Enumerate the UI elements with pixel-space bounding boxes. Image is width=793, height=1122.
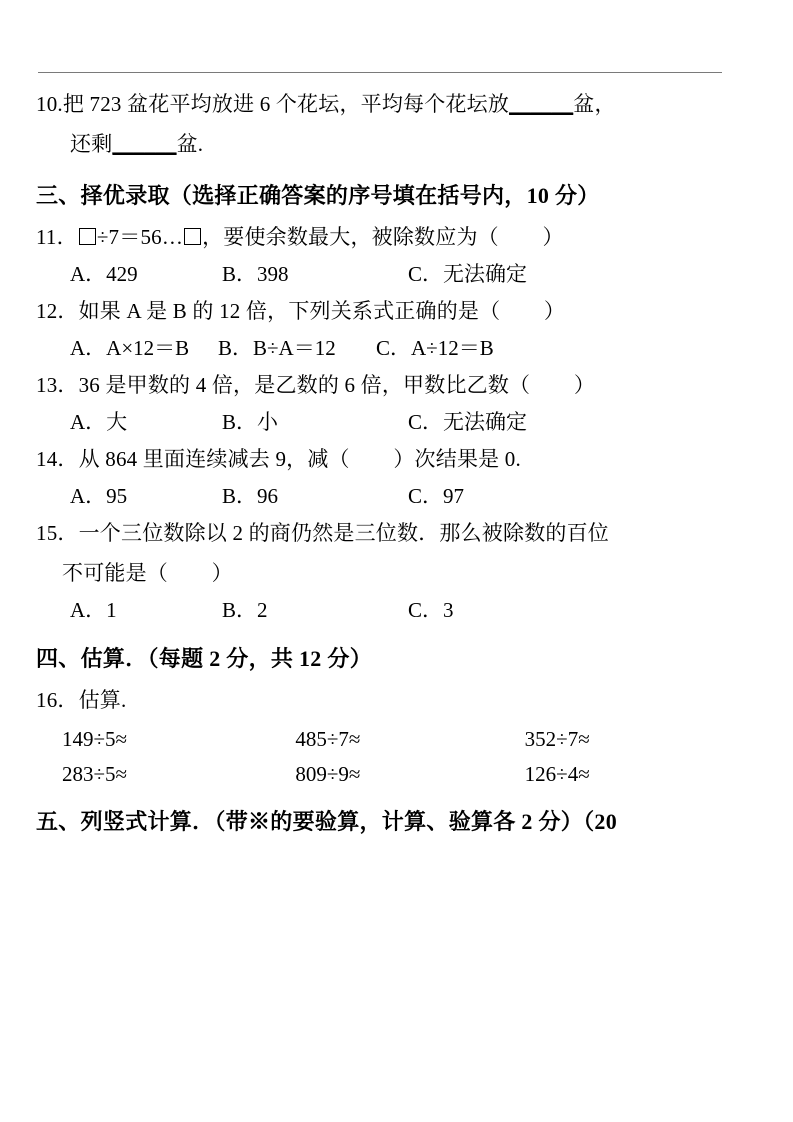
question-15-option-b[interactable]: B．2 (222, 598, 268, 623)
question-11-option-a[interactable]: A．429 (70, 262, 138, 287)
question-13-option-a[interactable]: A．大 (70, 410, 128, 435)
question-16-line (36, 683, 758, 717)
question-13-option-c[interactable]: C．无法确定 (408, 410, 528, 435)
question-13-text: 36 是甲数的 4 倍，是乙数的 6 倍，甲数比乙数（ ） (78, 373, 596, 398)
question-16-number: 16． (36, 688, 79, 713)
estimate-item: 149÷5≈ (62, 727, 128, 752)
blank-box-icon (184, 228, 201, 245)
question-12-option-a[interactable]: A．A×12＝B (70, 336, 190, 361)
question-10-text-prefix: 10.把 723 盆花平均放进 6 个花坛 (36, 92, 340, 116)
question-14-option-c[interactable]: C．97 (408, 484, 465, 509)
question-14-options (36, 480, 758, 510)
question-14-number: 14． (36, 447, 79, 472)
question-15-number: 15． (36, 521, 79, 546)
question-16-row-2 (36, 762, 758, 787)
question-15-options (36, 594, 758, 624)
question-11-mid: ÷7＝56… (96, 225, 184, 250)
question-12-line (36, 294, 758, 328)
question-12-option-c[interactable]: C．A÷12＝B (376, 336, 494, 361)
question-13-options (36, 406, 758, 436)
question-11-option-b[interactable]: B．398 (222, 262, 289, 287)
question-15-text-1: 一个三位数除以 2 的商仍然是三位数．那么被除数的百位 (78, 521, 610, 546)
question-10-line2-prefix: 还剩 (70, 132, 113, 157)
question-10-text-suffix: 盆， (573, 92, 616, 116)
header-divider (38, 72, 722, 73)
question-10-line-2 (36, 127, 758, 161)
question-12-options (36, 332, 758, 362)
question-10-blank-2: ______ (112, 132, 177, 157)
section-3-heading: 三、择优录取（选择正确答案的序号填在括号内，10 分） (36, 183, 600, 209)
question-15-option-a[interactable]: A．1 (70, 598, 117, 623)
question-11-option-c[interactable]: C．无法确定 (408, 262, 528, 287)
question-10-text-mid: ，平均每个花坛放 (339, 92, 510, 116)
blank-box-icon (79, 228, 96, 245)
question-10-blank-1: ______ (509, 92, 574, 116)
question-15-option-c[interactable]: C．3 (408, 598, 454, 623)
question-13-option-b[interactable]: B．小 (222, 410, 279, 435)
question-15-line-1 (36, 516, 758, 550)
section-4-heading: 四、估算．（每题 2 分，共 12 分） (36, 646, 373, 672)
question-11-number: 11． (36, 225, 78, 250)
section-5-heading: 五、列竖式计算．（带※的要验算，计算、验算各 2 分）（20 (36, 809, 618, 835)
question-16-row-1 (36, 727, 758, 752)
question-13-line (36, 368, 758, 402)
question-11-after: ，要使余数最大，被除数应为（ ） (202, 225, 564, 250)
question-14-text: 从 864 里面连续减去 9，减（ ）次结果是 0. (78, 447, 521, 472)
question-14-option-b[interactable]: B．96 (222, 484, 279, 509)
question-10-line2-suffix: 盆. (176, 132, 204, 157)
estimate-item: 485÷7≈ (295, 727, 361, 752)
estimate-item: 352÷7≈ (524, 727, 590, 752)
question-11-options (36, 258, 758, 288)
estimate-item: 809÷9≈ (295, 762, 361, 787)
estimate-item: 126÷4≈ (524, 762, 590, 787)
question-16-text: 估算. (78, 688, 127, 713)
question-11-line (36, 220, 758, 254)
question-12-option-b[interactable]: B．B÷A＝12 (218, 336, 336, 361)
question-13-number: 13． (36, 373, 79, 398)
question-12-text: 如果 A 是 B 的 12 倍，下列关系式正确的是（ ） (78, 299, 566, 324)
question-15-line-2: 不可能是（ ） (62, 561, 233, 586)
page-content (36, 72, 758, 846)
estimate-item: 283÷5≈ (62, 762, 128, 787)
question-12-number: 12． (36, 299, 79, 324)
question-14-line (36, 442, 758, 476)
question-10-line-1 (36, 87, 758, 121)
question-14-option-a[interactable]: A．95 (70, 484, 128, 509)
